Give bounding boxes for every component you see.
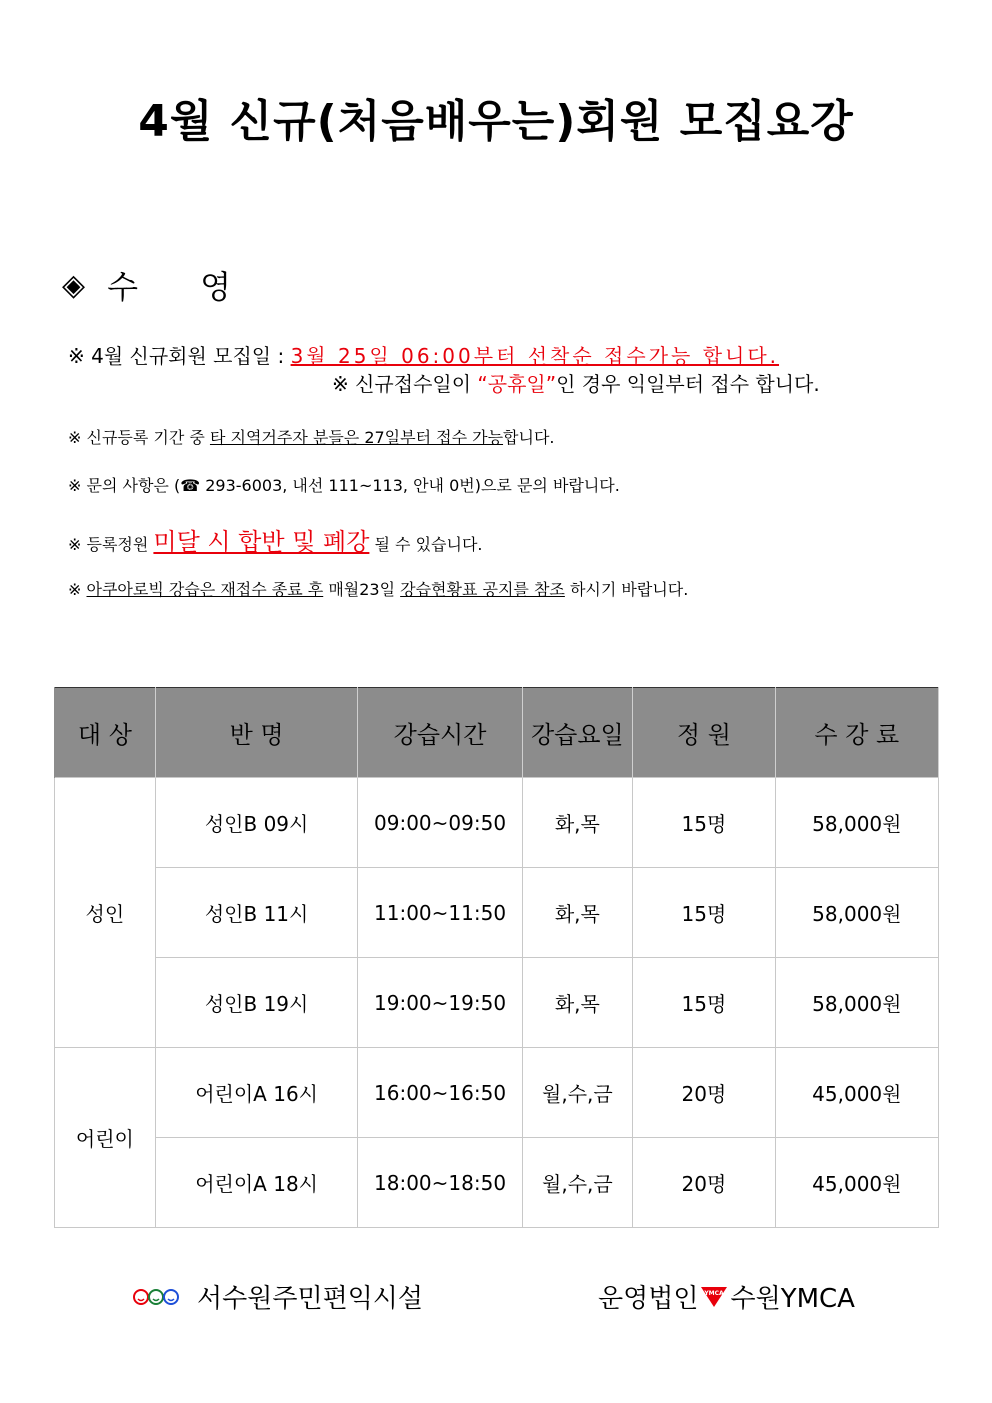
capacity-cell: 15명 — [633, 778, 776, 868]
footer-operator — [598, 1278, 855, 1315]
recruit-date-highlight: 3월 25일 06:00부터 선착순 접수가능 합니다. — [290, 344, 780, 368]
phone-icon: ☎ — [180, 476, 201, 495]
header-fee: 수 강 료 — [775, 688, 938, 778]
capacity-cell: 20명 — [633, 1048, 776, 1138]
table-header-row — [55, 688, 939, 778]
footer-facility — [133, 1278, 423, 1315]
class-name-cell: 성인B 11시 — [155, 868, 358, 958]
class-name-cell: 어린이A 16시 — [155, 1048, 358, 1138]
notice-text: 될 수 있습니다. — [369, 535, 483, 554]
notice-text: 인 경우 익일부터 접수 합니다. — [556, 372, 820, 396]
table-row — [55, 958, 939, 1048]
days-cell: 화,목 — [522, 868, 633, 958]
class-name-cell: 성인B 09시 — [155, 778, 358, 868]
header-capacity: 정 원 — [633, 688, 776, 778]
facility-name: 서수원주민편익시설 — [197, 1284, 424, 1314]
capacity-cell: 15명 — [633, 958, 776, 1048]
capacity-highlight: 미달 시 합반 및 폐강 — [153, 528, 370, 556]
fee-cell: 45,000원 — [775, 1048, 938, 1138]
diamond-icon: ◈ — [62, 267, 86, 303]
aquarobics-underline: 아쿠아로빅 강습은 재접수 종료 후 — [86, 580, 324, 599]
notice-text: 매월23일 — [323, 580, 401, 599]
notice-aquarobics — [68, 577, 688, 600]
class-name-cell: 성인B 19시 — [155, 958, 358, 1048]
fee-cell: 58,000원 — [775, 868, 938, 958]
holiday-quote: “공휴일” — [477, 372, 557, 396]
days-cell: 월,수,금 — [522, 1048, 633, 1138]
time-cell: 19:00~19:50 — [358, 958, 522, 1048]
other-region-underline: 타 지역거주자 분들은 27일부터 접수 가능 — [209, 428, 504, 447]
time-cell: 16:00~16:50 — [358, 1048, 522, 1138]
notice-text: 하시기 바랍니다. — [564, 580, 689, 599]
table-row — [55, 778, 939, 868]
notice-text: ※ 신규등록 기간 중 — [68, 428, 210, 447]
schedule-table — [54, 687, 939, 1228]
notice-text: ※ 4월 신규회원 모집일 : — [68, 344, 291, 368]
fee-cell: 45,000원 — [775, 1138, 938, 1228]
notice-capacity — [68, 522, 483, 557]
operator-name: 수원YMCA — [730, 1284, 855, 1314]
notice-text: ※ 신규접수일이 — [332, 372, 478, 396]
days-cell: 화,목 — [522, 778, 633, 868]
time-cell: 09:00~09:50 — [358, 778, 522, 868]
notice-inquiry — [68, 473, 620, 496]
section-label: 수 영 — [107, 268, 258, 306]
section-heading — [62, 262, 257, 308]
capacity-cell: 20명 — [633, 1138, 776, 1228]
notice-text: ※ 등록정원 — [68, 535, 154, 554]
page-title: 4월 신규(처음배우는)회원 모집요강 — [138, 96, 854, 147]
class-name-cell: 어린이A 18시 — [155, 1138, 358, 1228]
target-cell: 성인 — [55, 778, 156, 1048]
status-notice-underline: 강습현황표 공지를 참조 — [400, 580, 565, 599]
notice-text: ※ 문의 사항은 ( — [68, 476, 181, 495]
target-cell: 어린이 — [55, 1048, 156, 1228]
table-row — [55, 1048, 939, 1138]
ymca-logo-icon — [700, 1286, 728, 1308]
time-cell: 18:00~18:50 — [358, 1138, 522, 1228]
notice-text: ※ — [68, 580, 87, 599]
table-row — [55, 868, 939, 958]
notice-text: 293-6003, 내선 111~113, 안내 0번)으로 문의 바랍니다. — [200, 476, 620, 495]
svg-text:YMCA: YMCA — [704, 1289, 725, 1297]
days-cell: 화,목 — [522, 958, 633, 1048]
smile-logo-icon — [133, 1285, 179, 1309]
capacity-cell: 15명 — [633, 868, 776, 958]
notice-holiday — [332, 368, 820, 397]
fee-cell: 58,000원 — [775, 958, 938, 1048]
fee-cell: 58,000원 — [775, 778, 938, 868]
notice-recruit-date — [68, 340, 779, 369]
header-target: 대 상 — [55, 688, 156, 778]
table-row — [55, 1138, 939, 1228]
time-cell: 11:00~11:50 — [358, 868, 522, 958]
days-cell: 월,수,금 — [522, 1138, 633, 1228]
notice-text: 합니다. — [503, 428, 555, 447]
header-time: 강습시간 — [358, 688, 522, 778]
header-class-name: 반 명 — [155, 688, 358, 778]
operator-label: 운영법인 — [598, 1284, 699, 1314]
notice-other-region — [68, 425, 555, 448]
header-days: 강습요일 — [522, 688, 633, 778]
